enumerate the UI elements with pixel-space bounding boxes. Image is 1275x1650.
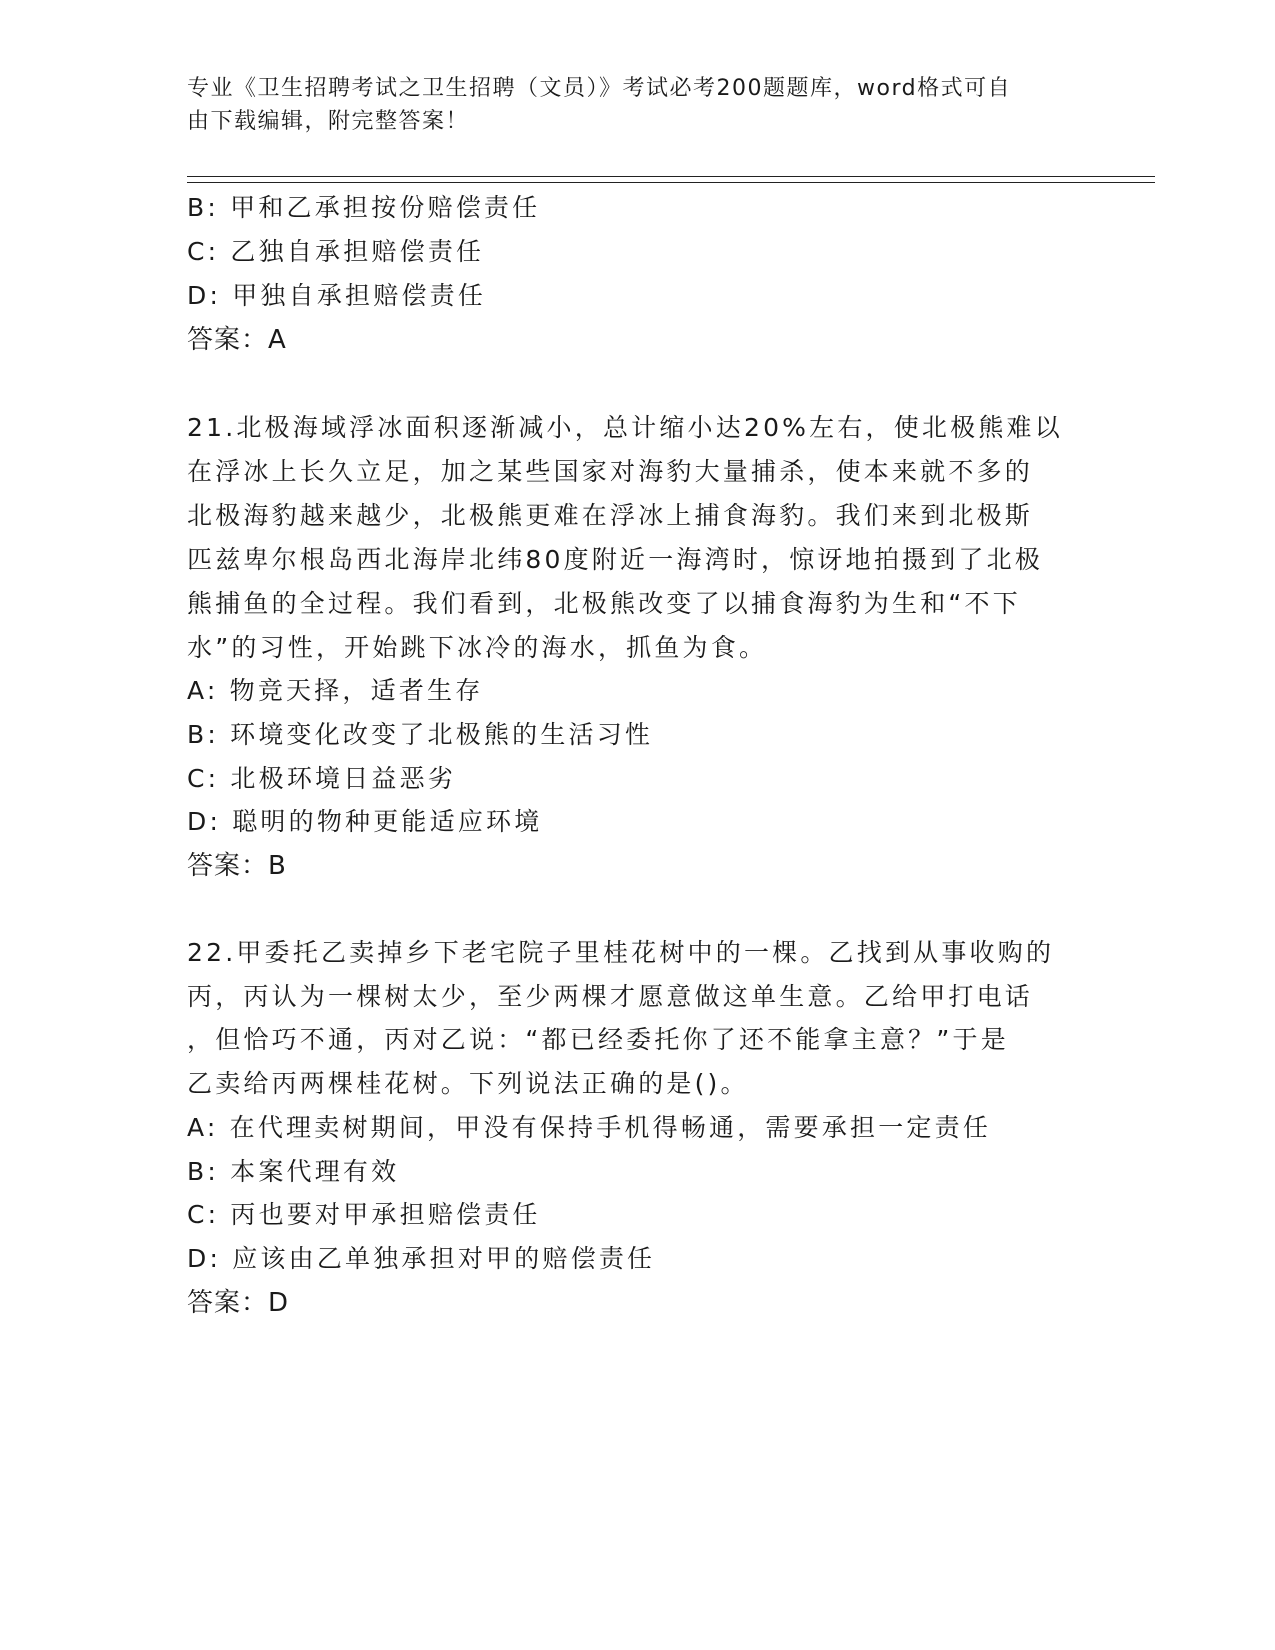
header-divider-top — [187, 176, 1155, 177]
question-21-line: 匹兹卑尔根岛西北海岸北纬80度附近一海湾时，惊讶地拍摄到了北极 — [187, 545, 1044, 574]
option-b: B: 甲和乙承担按份赔偿责任 — [187, 193, 541, 222]
question-22-line: 丙，丙认为一棵树太少，至少两棵才愿意做这单生意。乙给甲打电话 — [187, 982, 1034, 1011]
option-d: D: 应该由乙单独承担对甲的赔偿责任 — [187, 1244, 656, 1273]
question-21-line: 北极海豹越来越少，北极熊更难在浮冰上捕食海豹。我们来到北极斯 — [187, 501, 1034, 530]
answer-line: 答案：A — [187, 325, 287, 355]
option-d: D: 聪明的物种更能适应环境 — [187, 807, 543, 836]
option-b: B: 环境变化改变了北极熊的生活习性 — [187, 720, 654, 749]
question-21-line: 21.北极海域浮冰面积逐渐减小，总计缩小达20%左右，使北极熊难以 — [187, 413, 1063, 442]
question-21-line: 水”的习性，开始跳下冰冷的海水，抓鱼为食。 — [187, 633, 768, 662]
option-c: C: 丙也要对甲承担赔偿责任 — [187, 1200, 541, 1229]
question-21-line: 熊捕鱼的全过程。我们看到，北极熊改变了以捕食海豹为生和“不下 — [187, 589, 1021, 618]
option-b: B: 本案代理有效 — [187, 1157, 400, 1186]
answer-line: 答案：B — [187, 851, 287, 881]
header-line-1: 专业《卫生招聘考试之卫生招聘（文员）》考试必考200题题库，word格式可自 — [187, 76, 1012, 101]
answer-line: 答案：D — [187, 1288, 290, 1318]
question-22-line: 22.甲委托乙卖掉乡下老宅院子里桂花树中的一棵。乙找到从事收购的 — [187, 938, 1055, 967]
question-22-line: 乙卖给丙两棵桂花树。下列说法正确的是()。 — [187, 1069, 749, 1098]
header-line-2: 由下载编辑，附完整答案！ — [187, 109, 470, 134]
option-a: A: 在代理卖树期间，甲没有保持手机得畅通，需要承担一定责任 — [187, 1113, 992, 1142]
document-header — [187, 72, 1087, 138]
question-22-line: ，但恰巧不通，丙对乙说：“都已经委托你了还不能拿主意？”于是 — [187, 1025, 1009, 1054]
option-c: C: 乙独自承担赔偿责任 — [187, 237, 485, 266]
option-d: D: 甲独自承担赔偿责任 — [187, 281, 487, 310]
option-a: A: 物竞天择，适者生存 — [187, 676, 484, 705]
header-divider-bottom — [187, 182, 1155, 183]
option-c: C: 北极环境日益恶劣 — [187, 764, 457, 793]
question-21-line: 在浮冰上长久立足，加之某些国家对海豹大量捕杀，使本来就不多的 — [187, 457, 1034, 486]
